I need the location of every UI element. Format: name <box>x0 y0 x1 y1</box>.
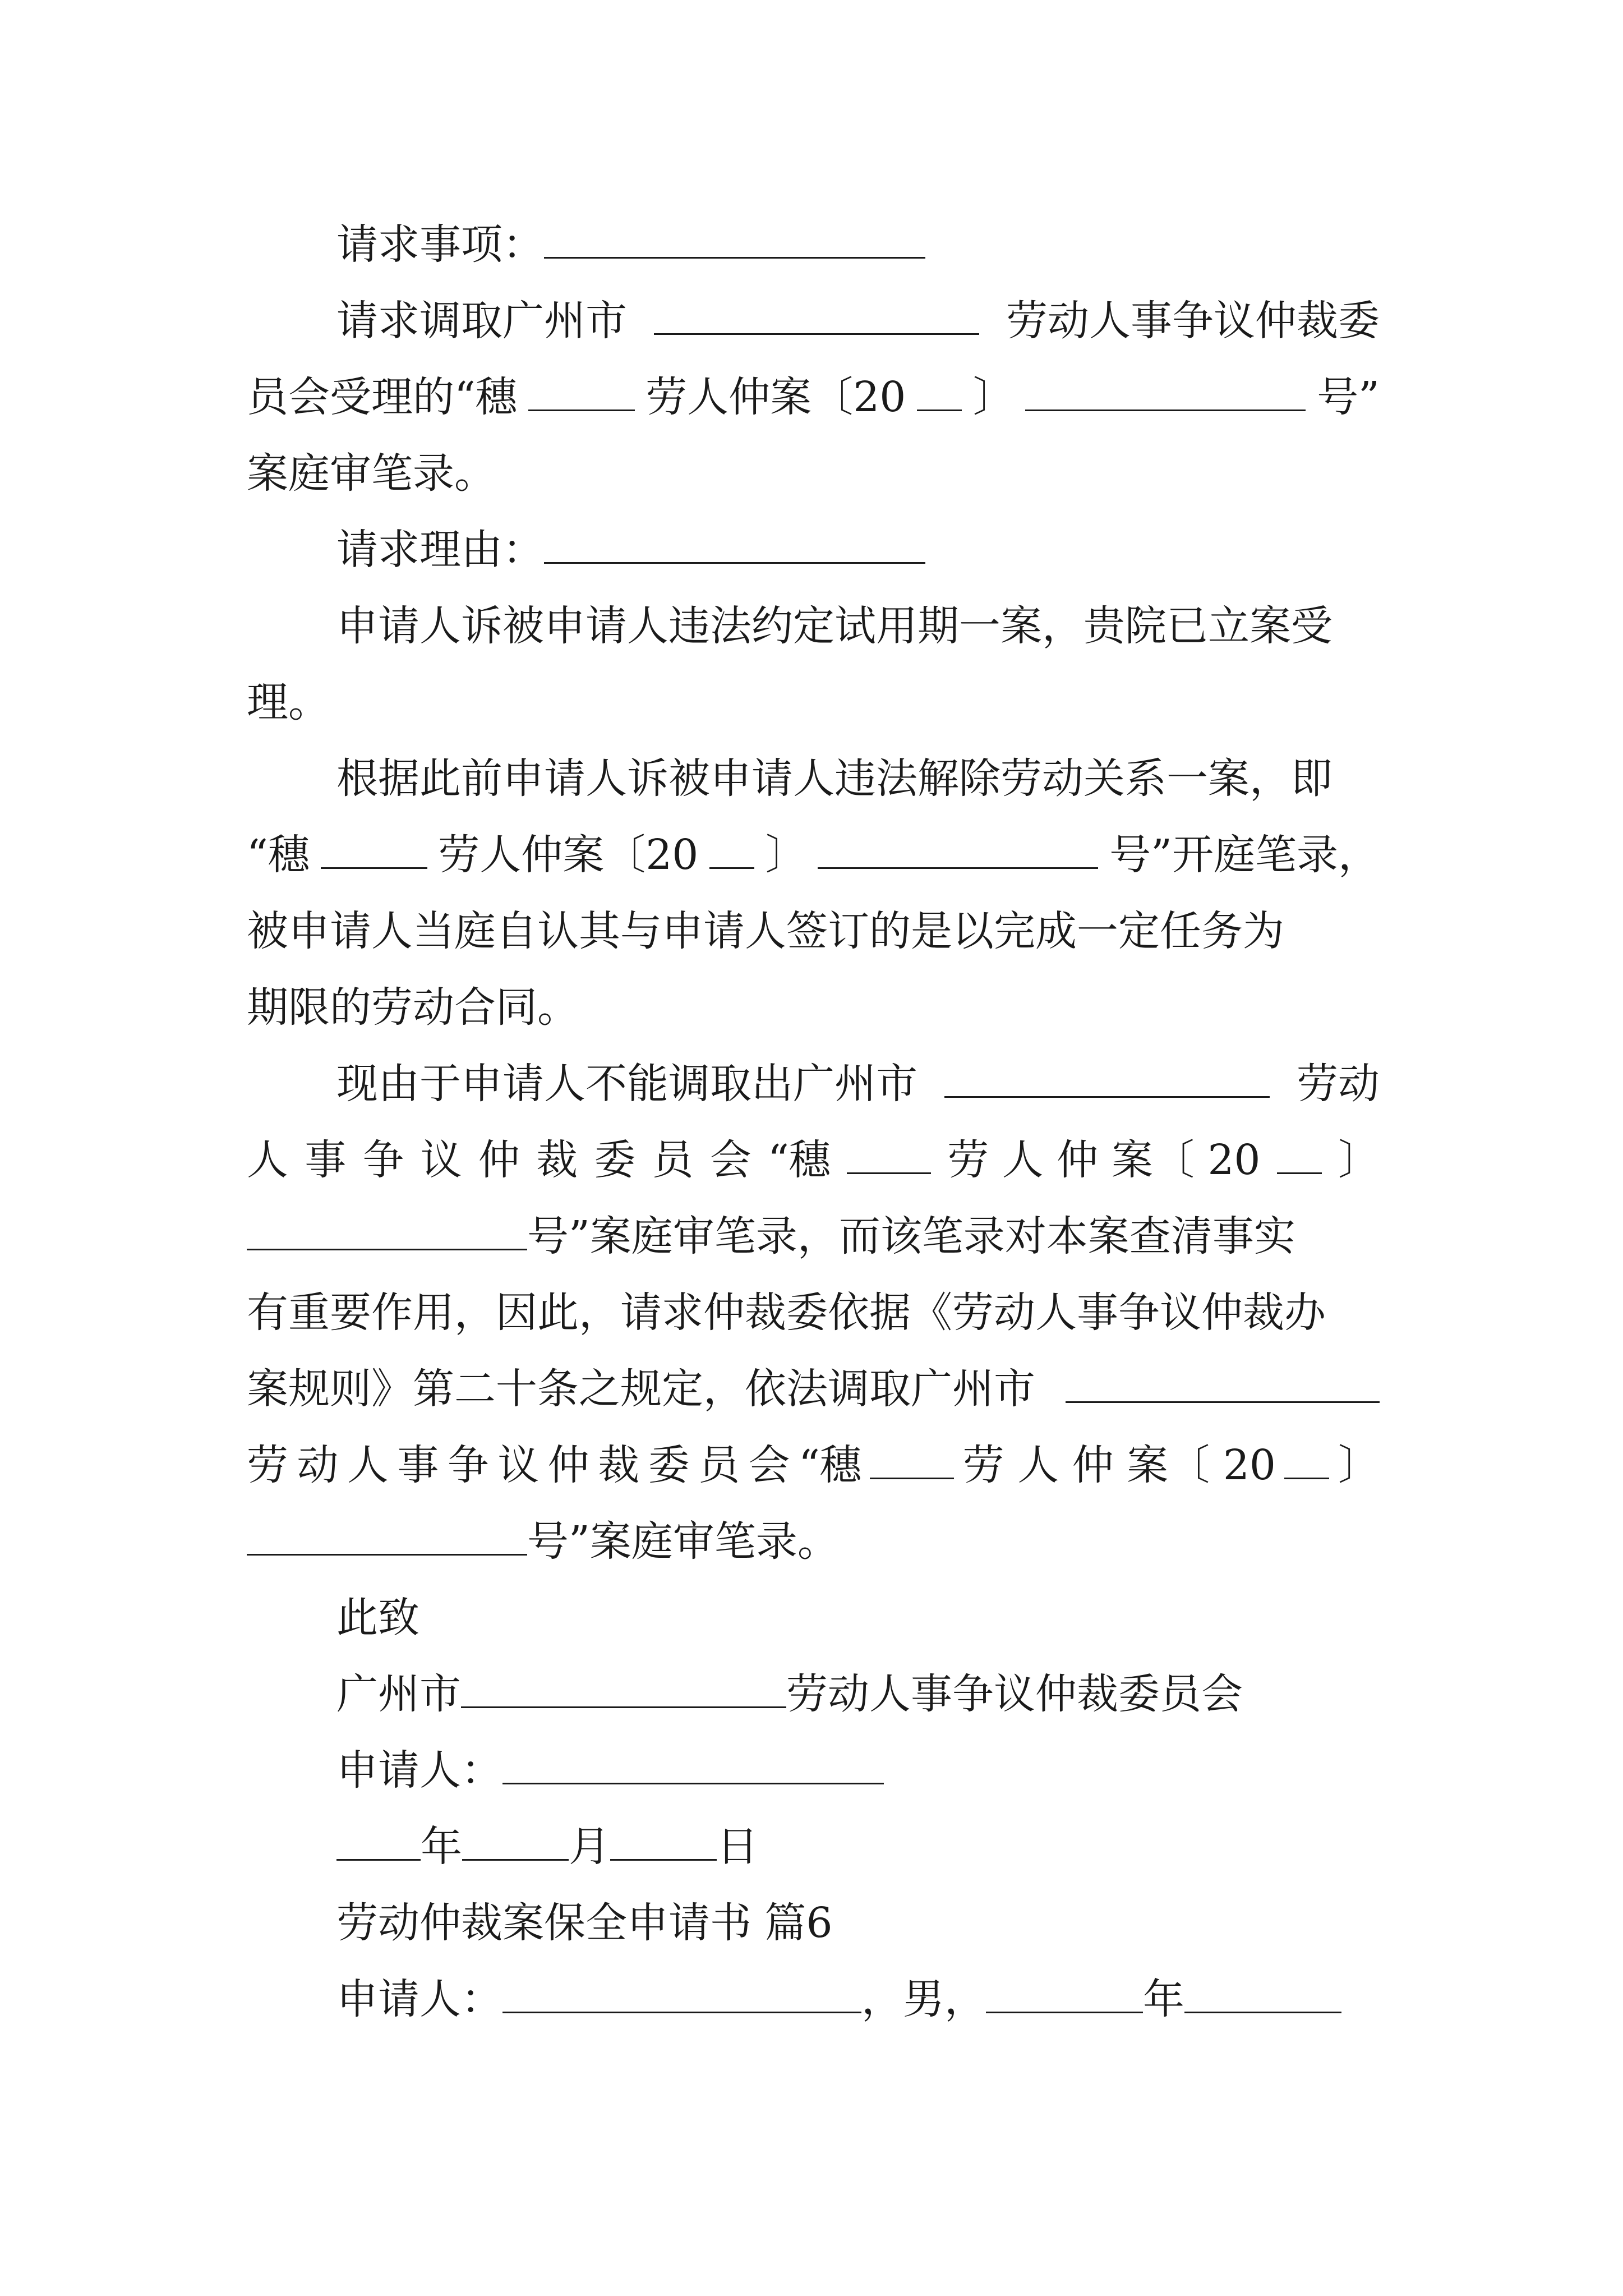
p1-text-e: 〕 <box>972 373 1015 421</box>
p4-line-7 <box>247 1511 1380 1572</box>
applicant2-name-blank[interactable] <box>502 1969 861 2013</box>
p1-text-b: 劳动人事争议仲裁委 <box>1006 297 1380 345</box>
p4-text-g: 号”案庭审笔录。 <box>527 1517 839 1566</box>
p4-char: 劳 <box>247 1441 288 1489</box>
request-items-label: 请求事项： <box>336 220 544 269</box>
p4-char: 争 <box>362 1136 404 1184</box>
p2-line-2 <box>247 671 1380 733</box>
p4-text-a1: 现由于申请人不能调取出广州市 <box>336 1060 917 1108</box>
case-year-blank-2[interactable] <box>709 825 754 869</box>
p1-text-a: 请求调取广州市 <box>336 297 627 345</box>
p4-line-3 <box>247 1205 1380 1267</box>
case-number-blank-3[interactable] <box>247 1206 527 1250</box>
case-year-blank-1[interactable] <box>917 367 962 411</box>
p4-char: 裁 <box>598 1441 640 1489</box>
p4-text-d: 有重要作用，因此，请求仲裁委依据《劳动人事争议仲裁办 <box>247 1289 1326 1337</box>
applicant-label: 申请人： <box>336 1746 502 1795</box>
year-text: 年 <box>421 1823 462 1871</box>
p4-line-4 <box>247 1282 1380 1343</box>
p4-char: 员 <box>698 1441 740 1489</box>
p4-text-e: 案规则》第二十条之规定，依法调取广州市 <box>247 1365 1035 1413</box>
p3-text-b4: 号”开庭笔录， <box>1109 831 1380 879</box>
p1-line-3 <box>247 443 1380 504</box>
p4-char: 员 <box>652 1136 694 1184</box>
p4-char: “穗 <box>798 1441 861 1489</box>
addressee-line <box>336 1663 1380 1725</box>
year-blank[interactable] <box>336 1816 421 1861</box>
addressee-text-b: 劳动人事争议仲裁委员会 <box>786 1670 1243 1718</box>
case-number-blank-1[interactable] <box>1025 367 1306 411</box>
p4-char: 裁 <box>536 1136 578 1184</box>
case-prefix-blank-3[interactable] <box>847 1130 931 1174</box>
case-number-blank-4[interactable] <box>247 1511 527 1556</box>
p4-char: 争 <box>447 1441 489 1489</box>
p4-text-b-tail: 劳 人 仲 案〔 20 <box>947 1136 1261 1184</box>
birth-month-blank[interactable] <box>1184 1969 1341 2013</box>
month-blank[interactable] <box>462 1816 569 1861</box>
section-title: 劳动仲裁案保全申请书 篇6 <box>336 1899 833 1947</box>
p4-char: 委 <box>594 1136 636 1184</box>
closing-text: 此致 <box>336 1594 419 1642</box>
request-items-blank[interactable] <box>544 214 925 259</box>
addressee-text-a: 广州市 <box>336 1670 461 1718</box>
tribunal-name-blank-3[interactable] <box>1066 1359 1380 1403</box>
request-items-line <box>336 214 1380 275</box>
p1-text-d: 劳人仲案〔20 <box>645 373 906 421</box>
p4-char: 会 <box>709 1136 751 1184</box>
tribunal-name-blank-2[interactable] <box>944 1053 1270 1098</box>
p3-text-b1: “穗 <box>247 831 310 879</box>
case-number-blank-2[interactable] <box>818 825 1098 869</box>
p1-text-f: 号” <box>1317 373 1380 421</box>
tribunal-name-blank-1[interactable] <box>654 291 979 335</box>
p4-char: 仲 <box>478 1136 520 1184</box>
p3-line-4 <box>247 977 1380 1038</box>
p1-text-g: 案庭审笔录。 <box>247 449 496 498</box>
day-blank[interactable] <box>610 1816 717 1861</box>
closing-line <box>336 1587 1380 1649</box>
year2-text: 年 <box>1143 1975 1184 2023</box>
p4-text-a2: 劳动 <box>1297 1060 1380 1108</box>
p4-text-b-end: 〕 <box>1338 1136 1380 1184</box>
p4-char: 议 <box>420 1136 462 1184</box>
p4-text-f-tail: 劳 人 仲 案〔 20 <box>962 1441 1276 1489</box>
p4-char: 动 <box>297 1441 339 1489</box>
p4-line-1 <box>336 1053 1380 1115</box>
section-title-line <box>336 1892 1380 1954</box>
tribunal-name-blank-4[interactable] <box>461 1664 786 1708</box>
p3-line-2 <box>247 824 1380 886</box>
p4-text-c: 号”案庭审笔录，而该笔录对本案查清事实 <box>527 1212 1295 1260</box>
p3-text-b2: 劳人仲案〔20 <box>438 831 699 879</box>
request-reason-line <box>336 519 1380 581</box>
birth-year-blank[interactable] <box>986 1969 1143 2013</box>
p4-char: 会 <box>748 1441 790 1489</box>
p3-text-c: 被申请人当庭自认其与申请人签订的是以完成一定任务为 <box>247 907 1284 955</box>
p4-line-5 <box>247 1358 1380 1420</box>
applicant-blank[interactable] <box>502 1740 884 1784</box>
month-text: 月 <box>569 1823 610 1871</box>
p4-char: “穗 <box>767 1136 831 1184</box>
day-text: 日 <box>717 1823 758 1871</box>
p2-line-1 <box>336 595 1380 657</box>
gender-text: ，男， <box>861 1975 986 2023</box>
p4-line-2 <box>247 1129 1380 1191</box>
p1-text-c: 员会受理的“穗 <box>247 373 517 421</box>
p1-line-1 <box>336 290 1380 352</box>
p2-text-a: 申请人诉被申请人违法约定试用期一案，贵院已立案受 <box>336 602 1332 650</box>
case-prefix-blank-2[interactable] <box>321 825 427 869</box>
p2-text-b: 理。 <box>247 678 330 726</box>
applicant-line <box>336 1740 1380 1801</box>
p4-text-f-end: 〕 <box>1338 1441 1380 1489</box>
p1-line-2 <box>247 366 1380 428</box>
p4-line-6 <box>247 1434 1380 1496</box>
applicant2-label: 申请人： <box>336 1975 502 2023</box>
p4-char: 事 <box>305 1136 347 1184</box>
p3-text-b3: 〕 <box>765 831 807 879</box>
request-reason-label: 请求理由： <box>336 526 544 574</box>
p4-char: 事 <box>397 1441 439 1489</box>
case-year-blank-3[interactable] <box>1277 1130 1322 1174</box>
p3-text-d: 期限的劳动合同。 <box>247 983 579 1032</box>
p3-line-3 <box>247 900 1380 962</box>
request-reason-blank[interactable] <box>544 519 925 564</box>
case-prefix-blank-4[interactable] <box>870 1435 954 1479</box>
case-prefix-blank-1[interactable] <box>528 367 635 411</box>
case-year-blank-4[interactable] <box>1284 1435 1329 1479</box>
p4-char: 委 <box>648 1441 690 1489</box>
p3-text-a: 根据此前申请人诉被申请人违法解除劳动关系一案，即 <box>336 754 1332 803</box>
p3-line-1 <box>336 748 1380 809</box>
applicant2-line <box>336 1968 1380 2030</box>
date-line <box>336 1816 1380 1878</box>
p4-char: 人 <box>247 1136 288 1184</box>
p4-char: 仲 <box>547 1441 589 1489</box>
p4-char: 议 <box>497 1441 540 1489</box>
p4-char: 人 <box>347 1441 389 1489</box>
